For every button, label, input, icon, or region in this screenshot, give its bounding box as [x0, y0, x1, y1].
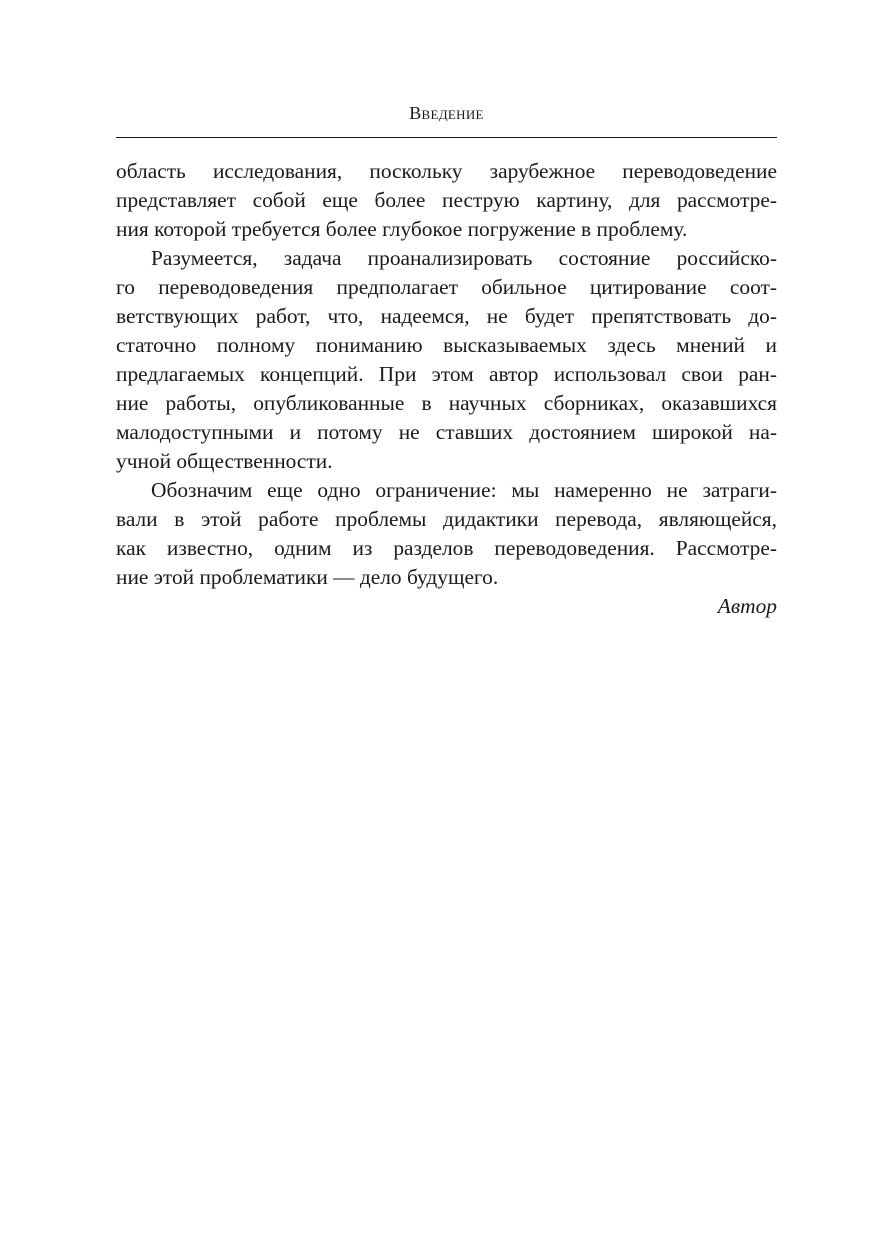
text-line: ние работы, опубликованные в научных сборниках, оказавшихся: [116, 391, 777, 415]
text-line: вали в этой работе проблемы дидактики перевода, являющейся,: [116, 507, 777, 531]
paragraph-3: [116, 476, 777, 592]
text-line: ния которой требуется более глубокое погружение в проблему.: [116, 217, 688, 241]
text-line: малодоступными и потому не ставших достоянием широкой на-: [116, 420, 777, 444]
author-signature: Автор: [717, 594, 777, 618]
running-head: Введение: [409, 103, 484, 123]
body-text: [116, 157, 777, 621]
paragraph-2: [116, 244, 777, 476]
text-line: Разумеется, задача проанализировать состояние российско-: [151, 246, 777, 270]
text-line: область исследования, поскольку зарубежное переводоведение: [116, 159, 777, 183]
text-line: учной общественности.: [116, 449, 333, 473]
text-line: статочно полному пониманию высказываемых здесь мнений и: [116, 333, 777, 357]
header-rule: [116, 137, 777, 138]
text-line: ние этой проблематики — дело будущего.: [116, 565, 499, 589]
text-line: Обозначим еще одно ограничение: мы намеренно не затраги-: [151, 478, 777, 502]
paragraph-1: [116, 157, 777, 244]
text-line: представляет собой еще более пеструю картину, для рассмотре-: [116, 188, 777, 212]
text-line: как известно, одним из разделов переводоведения. Рассмотре-: [116, 536, 777, 560]
text-line: предлагаемых концепций. При этом автор использовал свои ран-: [116, 362, 777, 386]
text-line: го переводоведения предполагает обильное цитирование соот-: [116, 275, 777, 299]
text-line: ветствующих работ, что, надеемся, не будет препятствовать до-: [116, 304, 777, 328]
